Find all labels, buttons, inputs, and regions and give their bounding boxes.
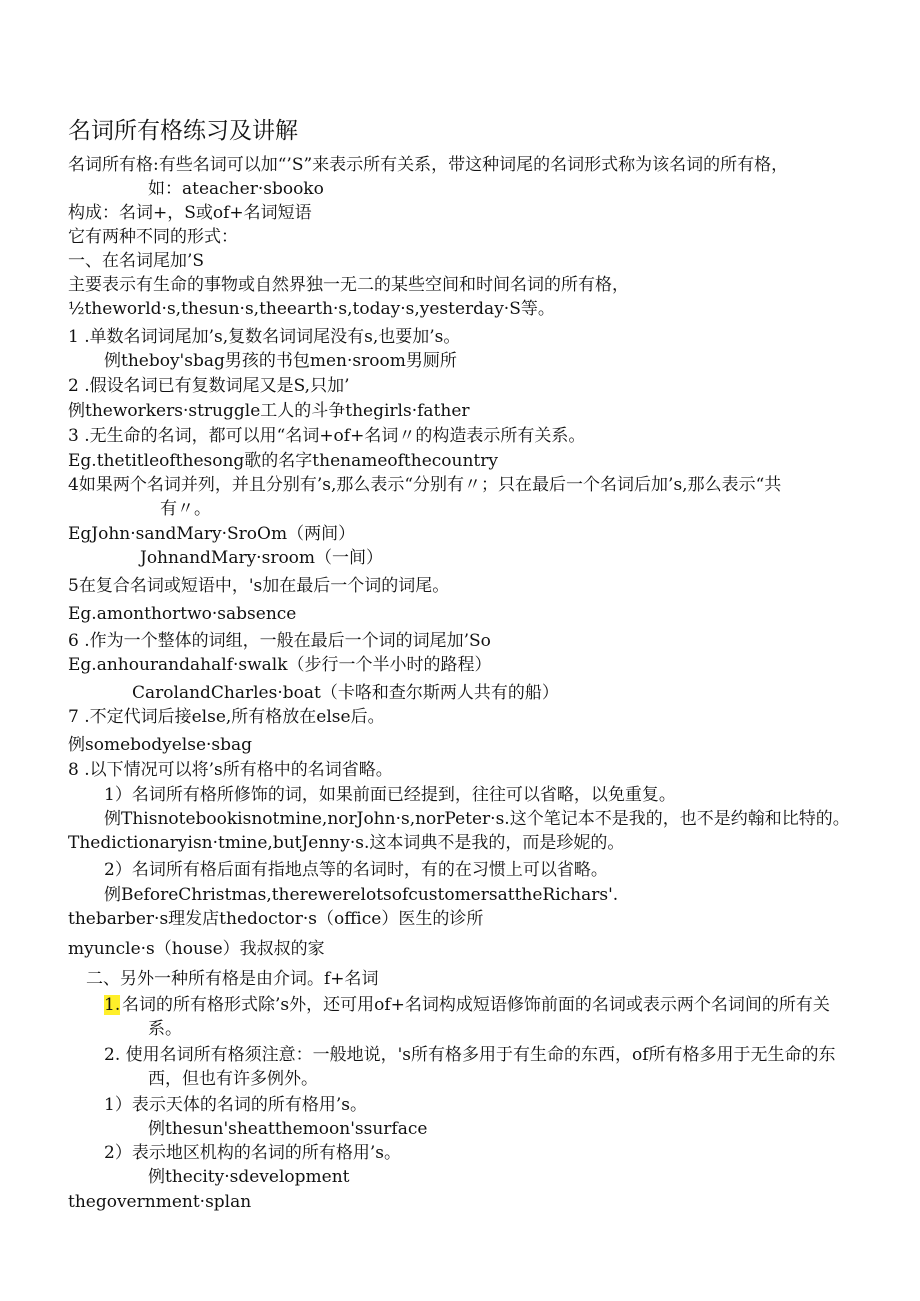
rule-5-example: Eg.amonthortwo·sabsence [68, 604, 297, 624]
section-2-sub-2: 2）表示地区机构的名词的所有格用’s。 [104, 1143, 401, 1163]
rule-4: 4如果两个名词并列，并且分别有’s,那么表示“分别有〃；只在最后一个名词后加’s,那么表示“共 [68, 475, 782, 495]
definition-example: 如：ateacher·sbooko [148, 179, 324, 199]
rule-8-sub-2-example-1: 例BeforeChristmas,therewerelotsofcustomersattheRichars'. [104, 885, 619, 905]
rule-8-sub-1-example-2: Thedictionaryisn·tmine,butJenny·s.这本词典不是我的，而是珍妮的。 [68, 833, 625, 853]
rule-1-example: 例theboy'sbag男孩的书包men·sroom男厕所 [104, 351, 457, 371]
rule-8: 8 .以下情况可以将’s所有格中的名词省略。 [68, 760, 393, 780]
highlighted-number: 1. [104, 995, 121, 1015]
section-heading-2: 二、另外一种所有格是由介词。f+名词 [86, 969, 379, 989]
rule-4-example-2: JohnandMary·sroom（一间） [140, 548, 384, 568]
rule-7: 7 .不定代词后接else,所有格放在else后。 [68, 707, 385, 727]
section-2-point-1: 名词的所有格形式除’s外，还可用of+名词构成短语修饰前面的名词或表示两个名词间的所有关 [122, 995, 830, 1015]
rule-3: 3 .无生命的名词，都可以用“名词+of+名词〃的构造表示所有关系。 [68, 426, 586, 446]
section-2-sub-1: 1）表示天体的名词的所有格用’s。 [104, 1095, 367, 1115]
rule-5: 5在复合名词或短语中，'s加在最后一个词的词尾。 [68, 576, 450, 596]
page-title: 名词所有格练习及讲解 [68, 118, 298, 144]
section-heading-1: 一、在名词尾加’S [68, 251, 205, 271]
rule-4-continued: 有〃。 [160, 499, 211, 519]
section-2-point-2-continued: 西，但也有许多例外。 [148, 1069, 318, 1089]
rule-2: 2 .假设名词已有复数词尾又是S,只加’ [68, 376, 350, 396]
rule-6-example-2: CarolandCharles·boat（卡咯和查尔斯两人共有的船） [132, 683, 559, 703]
rule-8-sub-1: 1）名词所有格所修饰的词，如果前面已经提到，往往可以省略，以免重复。 [104, 785, 676, 805]
section-2-sub-1-example: 例thesun'sheatthemoon'ssurface [148, 1119, 428, 1139]
rule-8-sub-1-example-1: 例Thisnotebookisnotmine,norJohn·s,norPeter·s.这个笔记本不是我的，也不是约翰和比特的。 [104, 809, 850, 829]
section-2-sub-2-example-1: 例thecity·sdevelopment [148, 1167, 350, 1187]
rule-7-example: 例somebodyelse·sbag [68, 735, 253, 755]
forms-intro: 它有两种不同的形式： [68, 227, 238, 247]
section-2-point-2: 2. 使用名词所有格须注意：一般地说，'s所有格多用于有生命的东西，of所有格多用于无生命的东 [104, 1045, 836, 1065]
rule-6-example-1: Eg.anhourandahalf·swalk（步行一个半小时的路程） [68, 655, 492, 675]
section-2-sub-2-example-2: thegovernment·splan [68, 1192, 252, 1212]
structure-line: 构成：名词+，S或of+名词短语 [68, 203, 312, 223]
section-1-examples: ½theworld·s,thesun·s,theearth·s,today·s,yesterday·S等。 [68, 299, 555, 319]
section-1-description: 主要表示有生命的事物或自然界独一无二的某些空间和时间名词的所有格， [68, 275, 629, 295]
rule-3-example: Eg.thetitleofthesong歌的名字thenameofthecountry [68, 451, 498, 471]
rule-6: 6 .作为一个整体的词组，一般在最后一个词的词尾加’So [68, 631, 491, 651]
definition-line: 名词所有格:有些名词可以加“’S”来表示所有关系，带这种词尾的名词形式称为该名词的所有格， [68, 155, 789, 175]
rule-8-sub-2: 2）名词所有格后面有指地点等的名词时，有的在习惯上可以省略。 [104, 860, 608, 880]
rule-8-sub-2-example-3: myuncle·s（house）我叔叔的家 [68, 939, 325, 959]
section-2-point-1-number [104, 995, 120, 1015]
section-2-point-1-continued: 系。 [148, 1019, 182, 1039]
rule-8-sub-2-example-2: thebarber·s理发店thedoctor·s（office）医生的诊所 [68, 909, 484, 929]
rule-1: 1 .单数名词词尾加’s,复数名词词尾没有s,也要加’s。 [68, 327, 461, 347]
rule-4-example-1: EgJohn·sandMary·SroOm（两间） [68, 524, 356, 544]
rule-2-example: 例theworkers·struggle工人的斗争thegirls·father [68, 401, 470, 421]
